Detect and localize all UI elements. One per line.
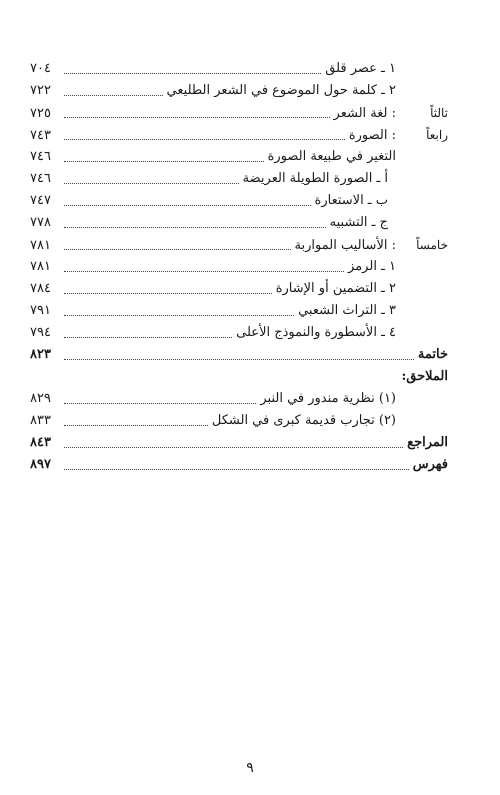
toc-entry-title: ١ ـ عصر قلق [325,61,396,76]
toc-entry-title: المراجع [407,435,448,450]
toc-entry-page-number: ٧٢٢ [30,83,51,98]
toc-entry-page-number: ٧٨١ [30,238,51,253]
toc-entry-page-number: ٧٨١ [30,259,51,274]
toc-entry-section-label: رابعاً [426,128,448,142]
toc-entry-section-label: ثالثاً [430,106,448,120]
toc-entry-page-number: ٧٠٤ [30,61,51,76]
toc-entry-title: أ ـ الصورة الطويلة العريضة [242,171,388,186]
toc-entry-page-number: ٧٩١ [30,303,51,318]
page-number: ٩ [246,760,254,776]
toc-entry [30,432,448,454]
toc-entry-title: ج ـ التشبيه [329,215,388,230]
toc-entry [30,80,448,102]
toc-entry [30,322,448,344]
toc-entry-title: : لغة الشعر [333,106,396,121]
toc-entry-page-number: ٨٩٧ [30,457,51,472]
toc-entry [30,212,448,234]
toc-entry-title: فهرس [412,457,448,472]
toc-entry [30,300,448,322]
toc-entry [30,168,448,190]
toc-entry [30,256,448,278]
toc-dot-leader [64,395,256,404]
toc-entry [30,234,448,256]
toc-entry [30,344,448,366]
toc-dot-leader [64,307,294,316]
toc-entry-page-number: ٨٢٣ [30,347,51,362]
toc-entry [30,190,448,212]
toc-entry [30,58,448,80]
toc-entry-title: ٢ ـ التضمين أو الإشارة [275,281,396,296]
toc-entry-title: ٢ ـ كلمة حول الموضوع في الشعر الطليعي [166,83,396,98]
toc-entry-title: التغير في طبيعة الصورة [267,149,396,164]
toc-entry-title: خاتمة [417,347,448,362]
toc-entry [30,454,448,476]
toc-entry-page-number: ٨٢٩ [30,391,51,406]
toc-entry [30,102,448,124]
toc-dot-leader [64,417,208,426]
toc-entry-title: ب ـ الاستعارة [314,193,388,208]
toc-entry-page-number: ٧٧٨ [30,215,51,230]
toc-dot-leader [64,461,409,470]
toc-entry-title: : الأساليب المواربة [294,238,396,253]
toc-dot-leader [64,197,311,206]
toc-entry-page-number: ٧٢٥ [30,106,51,121]
toc-dot-leader [64,175,239,184]
toc-entry-title: ١ ـ الرمز [348,259,396,274]
toc-entry-page-number: ٧٤٣ [30,128,51,143]
toc-dot-leader [64,131,345,140]
toc-entry-title: (١) نظرية مندور في النبر [260,391,396,406]
toc-entry [30,278,448,300]
toc-entry-page-number: ٧٩٤ [30,325,51,340]
toc-entry-page-number: ٧٤٦ [30,149,51,164]
toc-dot-leader [64,65,321,74]
toc-dot-leader [64,219,326,228]
toc-entry [30,366,448,388]
toc-entry [30,146,448,168]
toc-dot-leader [64,351,414,360]
toc-dot-leader [64,285,272,294]
table-of-contents [30,58,448,476]
toc-entry-title: (٢) تجارب قديمة كبرى في الشكل [211,413,396,428]
toc-entry [30,410,448,432]
toc-dot-leader [64,329,232,338]
toc-entry-page-number: ٨٤٣ [30,435,51,450]
toc-entry-section-label: خامساً [416,238,448,252]
toc-entry [30,388,448,410]
toc-entry-page-number: ٧٤٦ [30,171,51,186]
toc-entry-title: ٤ ـ الأسطورة والنموذج الأعلى [236,325,396,340]
toc-dot-leader [64,373,397,381]
toc-entry-page-number: ٧٨٤ [30,281,51,296]
toc-entry [30,124,448,146]
toc-entry-page-number: ٧٤٧ [30,193,51,208]
toc-entry-title: ٣ ـ التراث الشعبي [298,303,396,318]
toc-dot-leader [64,263,344,272]
toc-dot-leader [64,241,291,250]
toc-entry-page-number: ٨٣٣ [30,413,51,428]
toc-entry-title: : الصورة [348,128,396,143]
toc-dot-leader [64,87,163,96]
toc-entry-title: الملاحق: [401,369,448,384]
toc-dot-leader [64,153,264,162]
toc-dot-leader [64,109,330,118]
toc-dot-leader [64,439,403,448]
